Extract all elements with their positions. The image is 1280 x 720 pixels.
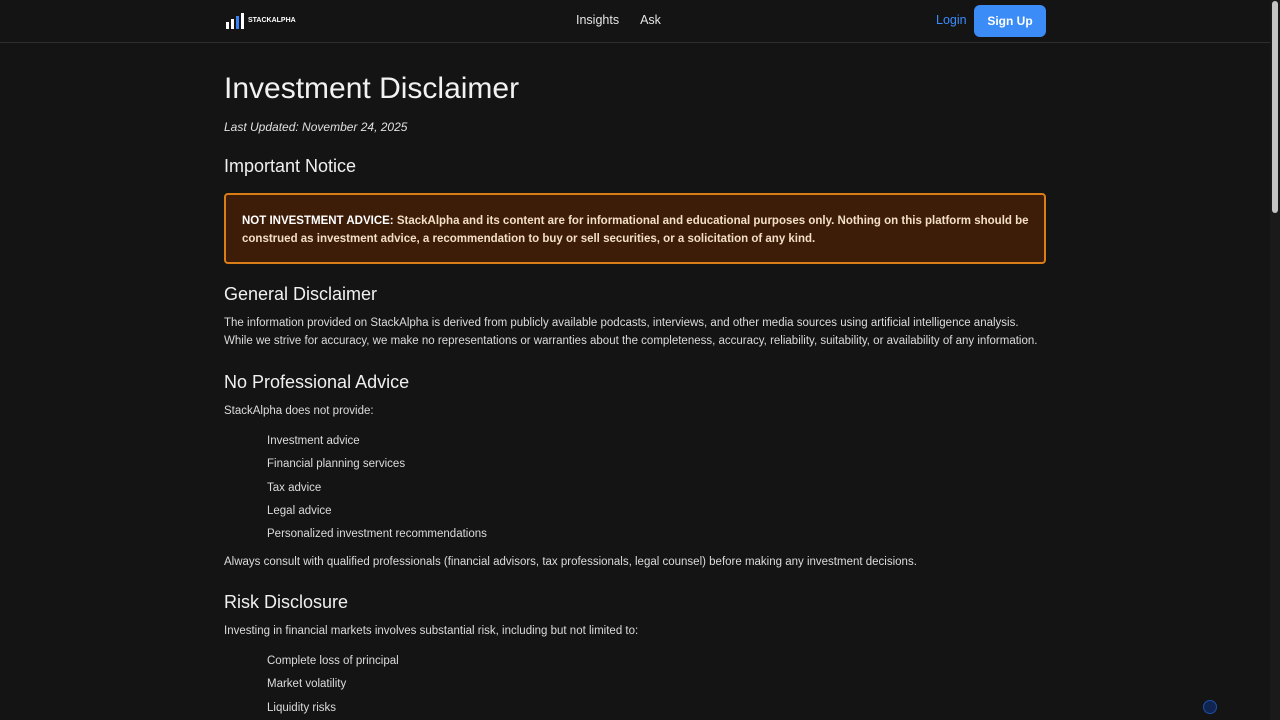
list-item: Legal advice xyxy=(267,504,332,517)
nav-link-insights[interactable]: Insights xyxy=(576,13,620,27)
nav-links xyxy=(576,13,661,27)
notice-label: NOT INVESTMENT ADVICE: xyxy=(242,215,394,227)
scrollbar-thumb[interactable] xyxy=(1272,1,1278,213)
no-advice-intro: StackAlpha does not provide: xyxy=(224,405,374,417)
login-link[interactable]: Login xyxy=(936,13,967,27)
bar-chart-logo-icon xyxy=(226,13,244,29)
general-disclaimer-heading: General Disclaimer xyxy=(224,284,378,304)
page-title: Investment Disclaimer xyxy=(224,72,520,105)
warning-notice-box xyxy=(224,193,1046,264)
signup-button[interactable]: Sign Up xyxy=(974,5,1046,37)
important-notice-heading: Important Notice xyxy=(224,156,357,176)
no-professional-advice-heading: No Professional Advice xyxy=(224,372,410,392)
last-updated: Last Updated: November 24, 2025 xyxy=(224,120,408,134)
no-advice-list xyxy=(267,434,487,550)
risk-intro: Investing in financial markets involves substantial risk, including but not limited to: xyxy=(224,625,639,637)
risk-list xyxy=(267,654,399,720)
top-navbar xyxy=(0,0,1270,43)
risk-disclosure-heading: Risk Disclosure xyxy=(224,592,349,612)
page-scrollbar[interactable] xyxy=(1270,0,1280,720)
stackalpha-logo[interactable] xyxy=(226,13,296,29)
list-item: Tax advice xyxy=(267,481,322,494)
floating-widget-icon[interactable] xyxy=(1203,700,1217,714)
list-item: Financial planning services xyxy=(267,458,406,471)
logo-text: STACKALPHA xyxy=(248,17,296,24)
list-item: Investment advice xyxy=(267,435,360,447)
list-item: Liquidity risks xyxy=(267,701,337,714)
list-item: Market volatility xyxy=(267,678,347,691)
general-disclaimer-text: The information provided on StackAlpha is derived from publicly available podcasts, interviews, and other media sources using artificial intelligence analysis. While we strive for accuracy, we make no representations or warranties about the completeness, accuracy, reliability, suitability, or availability of any information. xyxy=(224,317,1038,347)
nav-link-ask[interactable]: Ask xyxy=(640,13,661,27)
no-advice-outro: Always consult with qualified professionals (financial advisors, tax professionals, legal counsel) before making any investment decisions. xyxy=(224,556,917,568)
list-item: Personalized investment recommendations xyxy=(267,528,487,541)
list-item: Complete loss of principal xyxy=(267,655,399,667)
notice-text: StackAlpha and its content are for informational and educational purposes only. Nothing on this platform should be construed as investment advice, a recommendation to buy or sell securities, or a solicitation of any kind. xyxy=(242,215,1029,245)
